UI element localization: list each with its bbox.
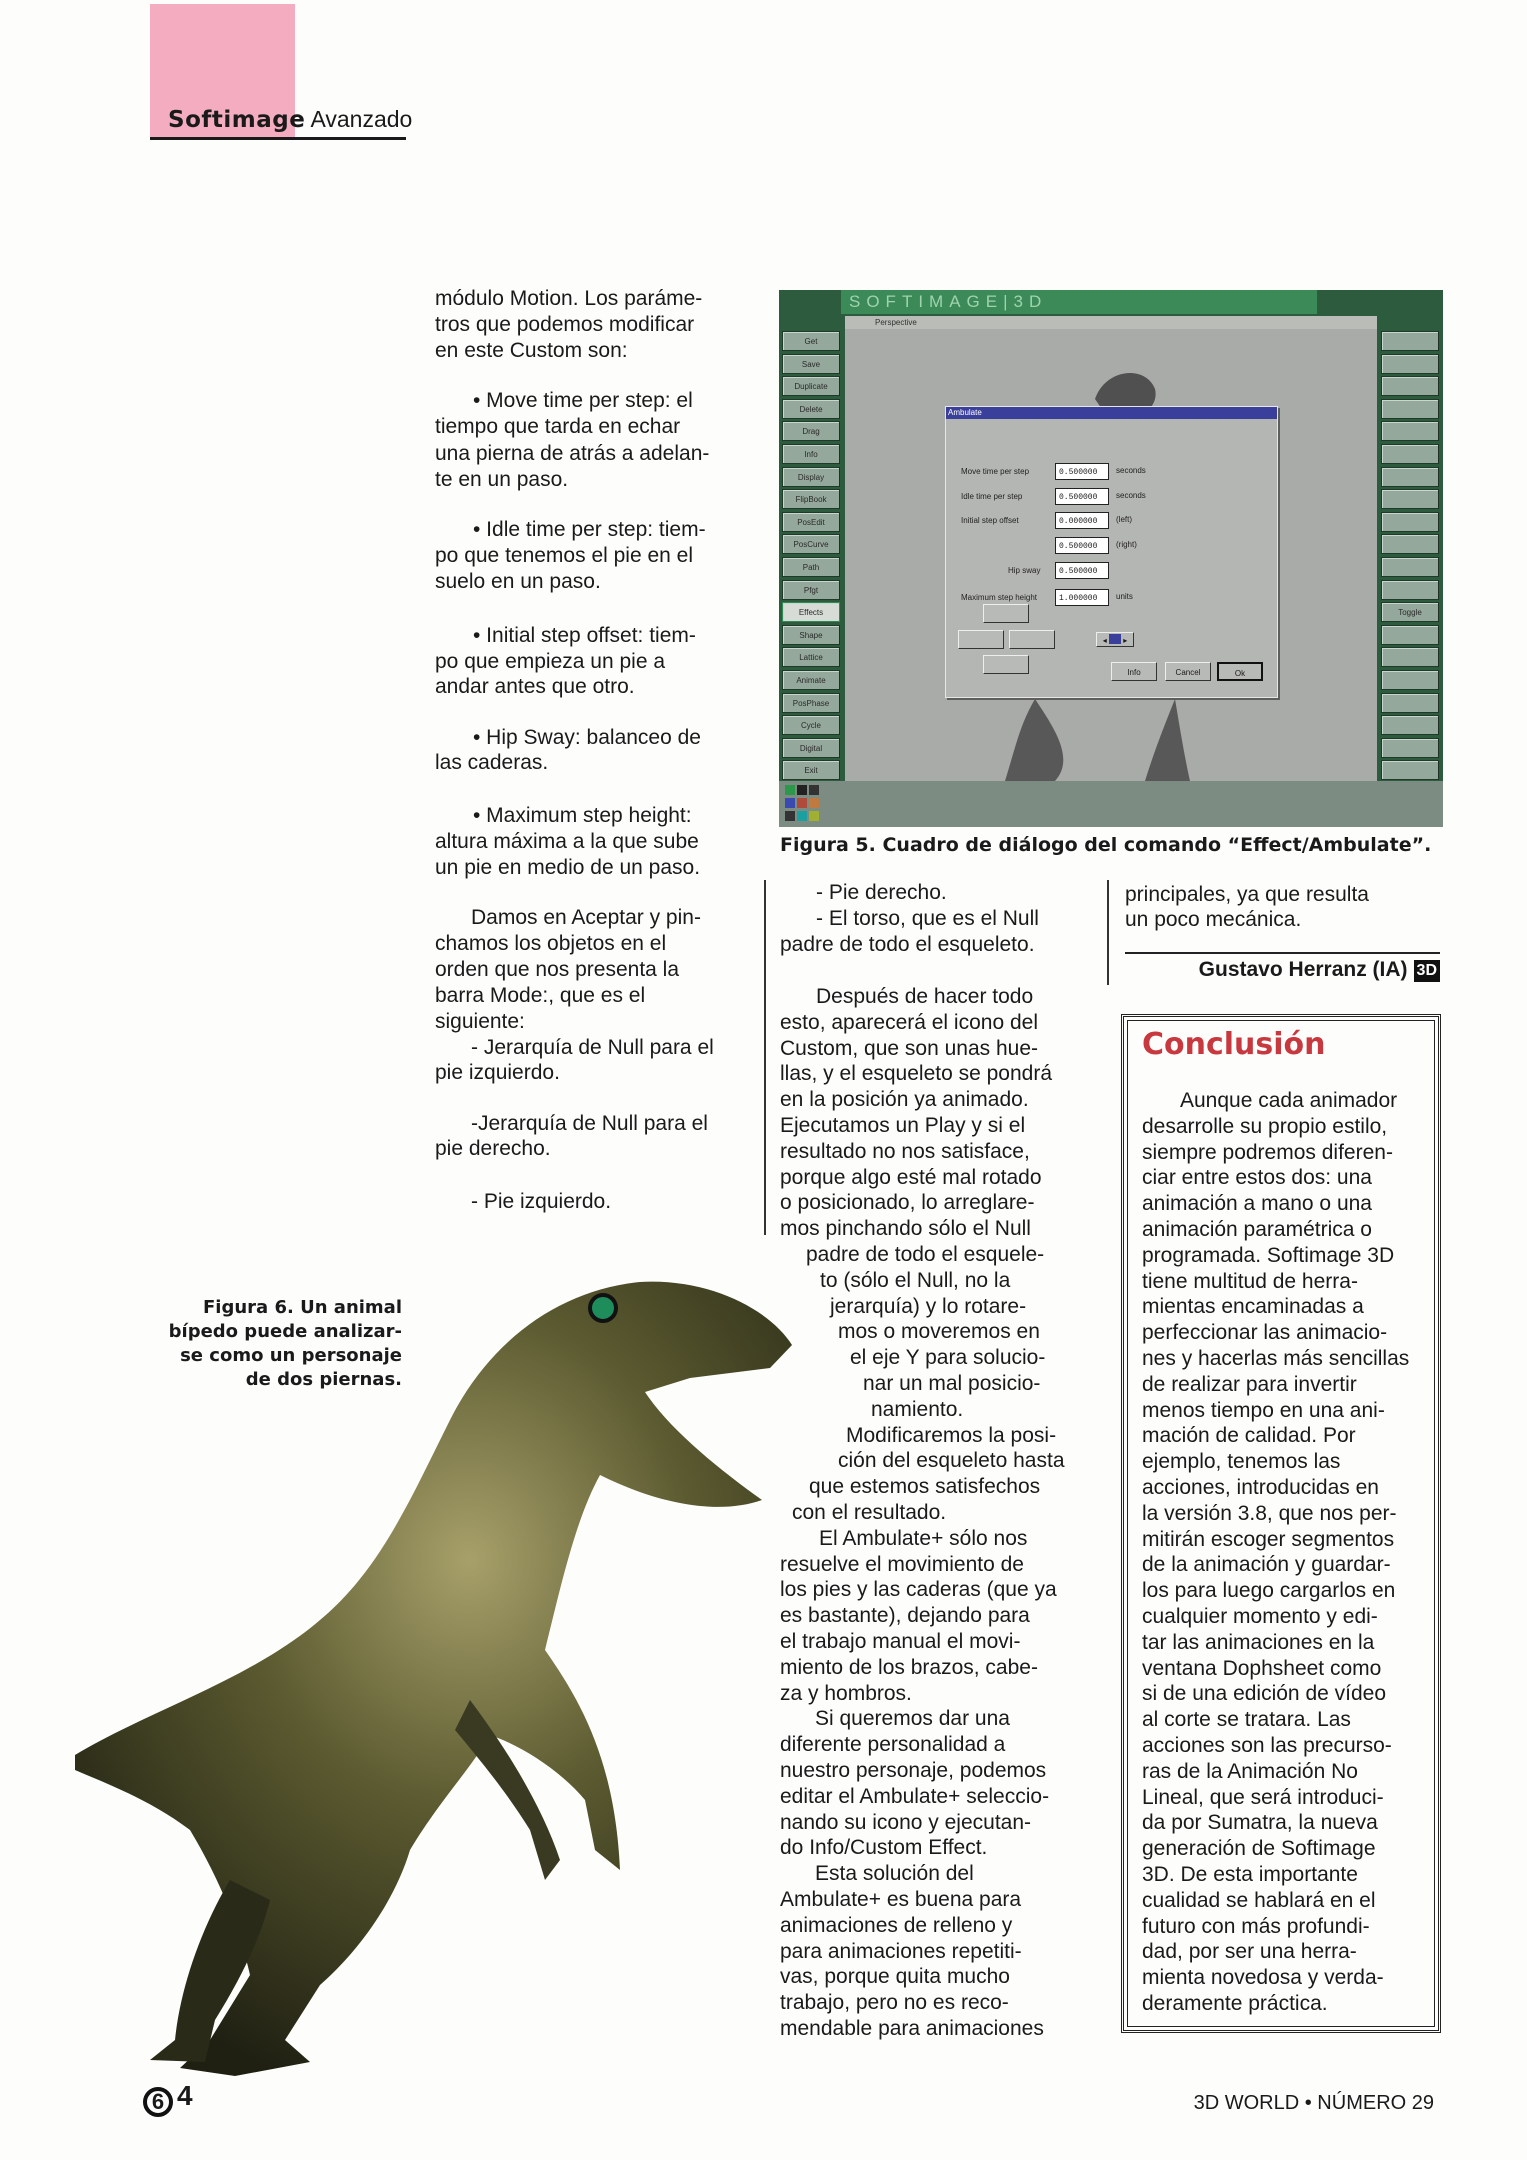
menu-button[interactable]: PosEdit — [782, 512, 840, 532]
caption-line: bípedo puede analizar- — [168, 1321, 402, 1342]
text-line: Esta solución del — [815, 1862, 974, 1886]
menu-button[interactable]: Info — [782, 444, 840, 464]
figure-6-caption — [140, 1296, 402, 1392]
text-line: mendable para animaciones — [780, 2017, 1044, 2040]
menu-button[interactable] — [1381, 534, 1439, 554]
color-palette — [779, 781, 849, 827]
text-line: al corte se tratara. Las — [1142, 1708, 1351, 1732]
text-line: padre de todo el esquele- — [806, 1243, 1045, 1266]
text-line: tiene multitud de herra- — [1142, 1269, 1358, 1293]
text-line: siguiente: — [435, 1010, 525, 1033]
author-rule — [1125, 952, 1440, 954]
author-name: Gustavo Herranz (IA) — [1198, 958, 1408, 981]
text-line: namiento. — [871, 1397, 964, 1421]
menu-button[interactable] — [1381, 489, 1439, 509]
text-line: cualquier momento y edi- — [1142, 1605, 1378, 1628]
text-line: animaciones de relleno y — [780, 1913, 1013, 1937]
dialog-title: Ambulate — [946, 407, 1277, 419]
text-line: deramente práctica. — [1142, 1992, 1328, 2015]
dialog-disabled-button — [1009, 630, 1055, 649]
menu-button[interactable] — [1381, 715, 1439, 735]
text-line: acciones, introducidas en — [1142, 1476, 1379, 1499]
section-subtitle: Avanzado — [310, 106, 413, 132]
text-line: una pierna de atrás a adelan- — [435, 442, 710, 465]
menu-button[interactable] — [1381, 421, 1439, 441]
text-line: barra Mode:, que es el — [435, 984, 646, 1007]
text-line: Después de hacer todo — [816, 985, 1034, 1008]
text-line: da por Sumatra, la nueva — [1142, 1811, 1378, 1835]
3d-logo-badge: 3D — [1414, 960, 1440, 982]
text-line: menos tiempo en una ani- — [1142, 1398, 1385, 1422]
menu-button[interactable]: Shape — [782, 625, 840, 645]
text-line: editar el Ambulate+ seleccio- — [780, 1784, 1050, 1808]
dialog-number-input[interactable]: 0.500000 — [1055, 562, 1109, 579]
conclusion-title: Conclusión — [1142, 1027, 1326, 1062]
menu-button[interactable]: Duplicate — [782, 376, 840, 396]
frame-spinner[interactable]: ◂ ▸ — [1096, 632, 1134, 647]
dialog-disabled-button — [983, 655, 1029, 674]
page-number-circled-digit: 6 — [143, 2087, 173, 2117]
text-line: • Move time per step: el — [473, 389, 693, 412]
text-line: chamos los objetos en el — [435, 932, 667, 955]
dinosaur-body — [75, 1282, 792, 2076]
menu-button[interactable] — [1381, 670, 1439, 690]
text-line: miento de los brazos, cabe- — [780, 1655, 1038, 1679]
menu-button[interactable]: Exit — [782, 760, 840, 780]
text-line: nar un mal posicio- — [863, 1372, 1041, 1395]
text-line: el trabajo manual el movi- — [780, 1630, 1021, 1653]
text-line: Ambulate+ es buena para — [780, 1888, 1022, 1911]
text-line: la versión 3.8, que nos per- — [1142, 1501, 1397, 1525]
text-line: • Maximum step height: — [473, 804, 692, 827]
softimage-screenshot — [779, 290, 1443, 827]
dialog-number-input[interactable]: 1.000000 — [1055, 589, 1109, 606]
text-line: en la posición ya animado. — [780, 1088, 1029, 1112]
menu-button[interactable]: Save — [782, 354, 840, 374]
text-line: pie derecho. — [435, 1137, 551, 1160]
dialog-disabled-button — [958, 630, 1004, 649]
text-line: o posicionado, lo arreglare- — [780, 1191, 1035, 1215]
menu-button[interactable]: Drag — [782, 421, 840, 441]
menu-button[interactable] — [1381, 354, 1439, 374]
menu-button[interactable] — [1381, 738, 1439, 758]
dialog-unit-label: units — [1116, 592, 1133, 601]
menu-button[interactable]: PosPhase — [782, 693, 840, 713]
text-line: el eje Y para solucio- — [850, 1346, 1046, 1370]
text-line: nando su icono y ejecutan- — [780, 1810, 1032, 1834]
text-line: llas, y el esqueleto se pondrá — [780, 1062, 1053, 1086]
menu-button[interactable]: FlipBook — [782, 489, 840, 509]
text-line: pie izquierdo. — [435, 1061, 560, 1084]
text-line: Ejecutamos un Play y si el — [780, 1114, 1026, 1137]
text-line: trabajo, pero no es reco- — [780, 1991, 1009, 2015]
text-line: animación a mano o una — [1142, 1192, 1372, 1216]
text-line: dad, por ser una herra- — [1142, 1940, 1357, 1964]
text-line: • Hip Sway: balanceo de — [473, 726, 701, 749]
menu-button[interactable]: Digital — [782, 738, 840, 758]
text-line: si de una edición de vídeo — [1142, 1682, 1387, 1706]
text-line: resuelve el movimiento de — [780, 1552, 1024, 1576]
text-line: de realizar para invertir — [1142, 1372, 1357, 1396]
timeline-bar[interactable] — [779, 781, 1443, 827]
text-line: diferente personalidad a — [780, 1733, 1006, 1757]
text-line: un pie en medio de un paso. — [435, 856, 701, 879]
dialog-disabled-button — [983, 604, 1029, 623]
text-line: que estemos satisfechos — [809, 1475, 1041, 1499]
dialog-unit-label: seconds — [1116, 491, 1146, 500]
page-number-digit: 4 — [177, 2080, 193, 2111]
text-line: - Pie derecho. — [816, 881, 947, 904]
caption-line: Figura 6. Un animal — [203, 1297, 402, 1318]
text-line: un poco mecánica. — [1125, 908, 1302, 931]
text-line: to (sólo el Null, no la — [820, 1268, 1011, 1292]
menu-button[interactable]: Pfgt — [782, 580, 840, 600]
text-line: za y hombros. — [780, 1681, 912, 1705]
text-line: te en un paso. — [435, 468, 569, 491]
text-line: mos pinchando sólo el Null — [780, 1217, 1031, 1241]
menu-button[interactable] — [1381, 467, 1439, 487]
page-number — [143, 2080, 193, 2117]
menu-button[interactable] — [1381, 512, 1439, 532]
ambulate-dialog — [945, 406, 1278, 698]
text-line: • Initial step offset: tiem- — [473, 624, 696, 647]
text-line: suelo en un paso. — [435, 570, 601, 593]
info-button[interactable]: Info — [1111, 662, 1157, 681]
magazine-footer: 3D WORLD • NÚMERO 29 — [1193, 2092, 1434, 2114]
text-line: tros que podemos modificar — [435, 313, 695, 336]
dialog-field-label: Maximum step height — [961, 593, 1038, 602]
text-line: mos o moveremos en — [838, 1320, 1040, 1344]
text-line: para animaciones repetiti- — [780, 1939, 1022, 1963]
text-line: esto, aparecerá el icono del — [780, 1010, 1038, 1034]
text-line: ventana Dophsheet como — [1142, 1656, 1382, 1680]
text-line: módulo Motion. Los paráme- — [435, 287, 703, 310]
caption-line: se como un personaje — [180, 1345, 402, 1366]
text-line: padre de todo el esqueleto. — [780, 933, 1035, 956]
text-line: tiempo que tarda en echar — [435, 415, 681, 438]
section-name: Softimage — [168, 107, 306, 133]
text-line: resultado no nos satisface, — [780, 1139, 1030, 1163]
app-title-bar: SOFTIMAGE|3D — [841, 290, 1317, 314]
text-line: - Jerarquía de Null para el — [471, 1036, 714, 1059]
menu-button[interactable] — [1381, 693, 1439, 713]
text-line: ciar entre estos dos: una — [1142, 1166, 1372, 1190]
text-line: perfeccionar las animacio- — [1142, 1321, 1388, 1345]
menu-button[interactable] — [1381, 580, 1439, 600]
text-line: po que tenemos el pie en el — [435, 544, 694, 567]
menu-button[interactable]: Path — [782, 557, 840, 577]
cancel-button[interactable]: Cancel — [1165, 662, 1211, 681]
menu-button[interactable]: Toggle — [1381, 602, 1439, 622]
menu-button[interactable]: PosCurve — [782, 534, 840, 554]
menu-button[interactable] — [1381, 444, 1439, 464]
text-line: mación de calidad. Por — [1142, 1424, 1356, 1448]
text-line: Lineal, que será introduci- — [1142, 1785, 1384, 1809]
text-line: de la animación y guardar- — [1142, 1553, 1391, 1577]
menu-button[interactable]: Animate — [782, 670, 840, 690]
text-line: acciones son las precurso- — [1142, 1734, 1392, 1757]
viewport-header: Perspective — [845, 316, 1377, 329]
text-line: nuestro personaje, podemos — [780, 1759, 1047, 1782]
menu-button[interactable]: Delete — [782, 399, 840, 419]
ok-button[interactable]: Ok — [1217, 662, 1263, 681]
text-line: futuro con más profundi- — [1142, 1914, 1370, 1938]
menu-button[interactable] — [1381, 557, 1439, 577]
text-line: jerarquía) y lo rotare- — [830, 1294, 1027, 1318]
text-line: ción del esqueleto hasta — [838, 1449, 1065, 1473]
text-line: ejemplo, tenemos las — [1142, 1450, 1341, 1474]
text-line: mitirán escoger segmentos — [1142, 1527, 1395, 1551]
dinosaur-eye — [590, 1295, 616, 1321]
text-line: - Pie izquierdo. — [471, 1190, 612, 1213]
text-line: los para luego cargarlos en — [1142, 1579, 1396, 1603]
menu-button[interactable] — [1381, 760, 1439, 780]
text-line: principales, ya que resulta — [1125, 883, 1369, 906]
text-line: orden que nos presenta la — [435, 958, 680, 981]
text-line: altura máxima a la que sube — [435, 830, 699, 853]
text-line: ras de la Animación No — [1142, 1759, 1358, 1783]
menu-button[interactable] — [1381, 399, 1439, 419]
menu-button[interactable]: Lattice — [782, 647, 840, 667]
text-line: Aunque cada animador — [1180, 1089, 1398, 1112]
dialog-number-input[interactable]: 0.500000 — [1055, 488, 1109, 505]
text-line: • Idle time per step: tiem- — [473, 518, 706, 541]
text-line: las caderas. — [435, 751, 549, 774]
caption-line: de dos piernas. — [245, 1369, 402, 1390]
dialog-field-label: Initial step offset — [961, 516, 1019, 525]
text-line: los pies y las caderas (que ya — [780, 1578, 1057, 1602]
dialog-number-input[interactable]: 0.500000 — [1055, 537, 1109, 554]
text-line: mienta novedosa y verda- — [1142, 1966, 1384, 1990]
text-line: generación de Softimage — [1142, 1837, 1376, 1861]
figure-5-caption: Figura 5. Cuadro de diálogo del comando “Effect/Ambulate”. — [780, 834, 1432, 856]
text-line: en este Custom son: — [435, 339, 628, 362]
dialog-field-label: Idle time per step — [961, 492, 1023, 501]
text-line: andar antes que otro. — [435, 675, 635, 698]
text-line: mientas encaminadas a — [1142, 1295, 1364, 1319]
author-byline — [1125, 958, 1440, 982]
dialog-unit-label: (right) — [1116, 540, 1137, 549]
menu-button[interactable]: Effects — [782, 602, 840, 622]
text-line: Damos en Aceptar y pin- — [471, 906, 701, 929]
text-line: desarrolle su propio estilo, — [1142, 1114, 1388, 1138]
text-line: vas, porque quita mucho — [780, 1965, 1010, 1989]
text-line: El Ambulate+ sólo nos — [819, 1526, 1028, 1550]
menu-button[interactable]: Cycle — [782, 715, 840, 735]
dialog-number-input[interactable]: 0.500000 — [1055, 463, 1109, 480]
text-line: - El torso, que es el Null — [816, 907, 1039, 930]
column-divider — [764, 880, 766, 1235]
dialog-number-input[interactable]: 0.000000 — [1055, 512, 1109, 529]
text-line: tar las animaciones en la — [1142, 1630, 1375, 1654]
text-line: con el resultado. — [792, 1501, 947, 1524]
dialog-unit-label: seconds — [1116, 466, 1146, 475]
menu-button[interactable] — [1381, 376, 1439, 396]
menu-button[interactable] — [1381, 331, 1439, 351]
dialog-field-label: Hip sway — [1008, 566, 1041, 575]
text-line: cualidad se hablará en el — [1142, 1888, 1376, 1912]
text-line: Custom, que son unas hue- — [780, 1036, 1038, 1060]
text-line: es bastante), dejando para — [780, 1604, 1030, 1628]
text-line: programada. Softimage 3D — [1142, 1243, 1395, 1267]
text-line: -Jerarquía de Null para el — [471, 1112, 708, 1135]
dialog-field-label: Move time per step — [961, 467, 1030, 476]
column-divider — [1107, 880, 1109, 985]
dialog-unit-label: (left) — [1116, 515, 1132, 524]
text-line: siempre podremos diferen- — [1142, 1140, 1393, 1164]
text-line: do Info/Custom Effect. — [780, 1836, 988, 1860]
menu-button[interactable] — [1381, 647, 1439, 667]
text-line: po que empieza un pie a — [435, 650, 666, 673]
text-line: animación paramétrica o — [1142, 1218, 1372, 1241]
menu-button[interactable] — [1381, 625, 1439, 645]
text-line: 3D. De esta importante — [1142, 1863, 1358, 1886]
text-line: nes y hacerlas más sencillas — [1142, 1347, 1410, 1370]
text-line: Si queremos dar una — [815, 1707, 1010, 1731]
menu-button[interactable]: Get — [782, 331, 840, 351]
text-line: Modificaremos la posi- — [846, 1423, 1057, 1447]
text-line: porque algo esté mal rotado — [780, 1165, 1042, 1189]
menu-button[interactable]: Display — [782, 467, 840, 487]
